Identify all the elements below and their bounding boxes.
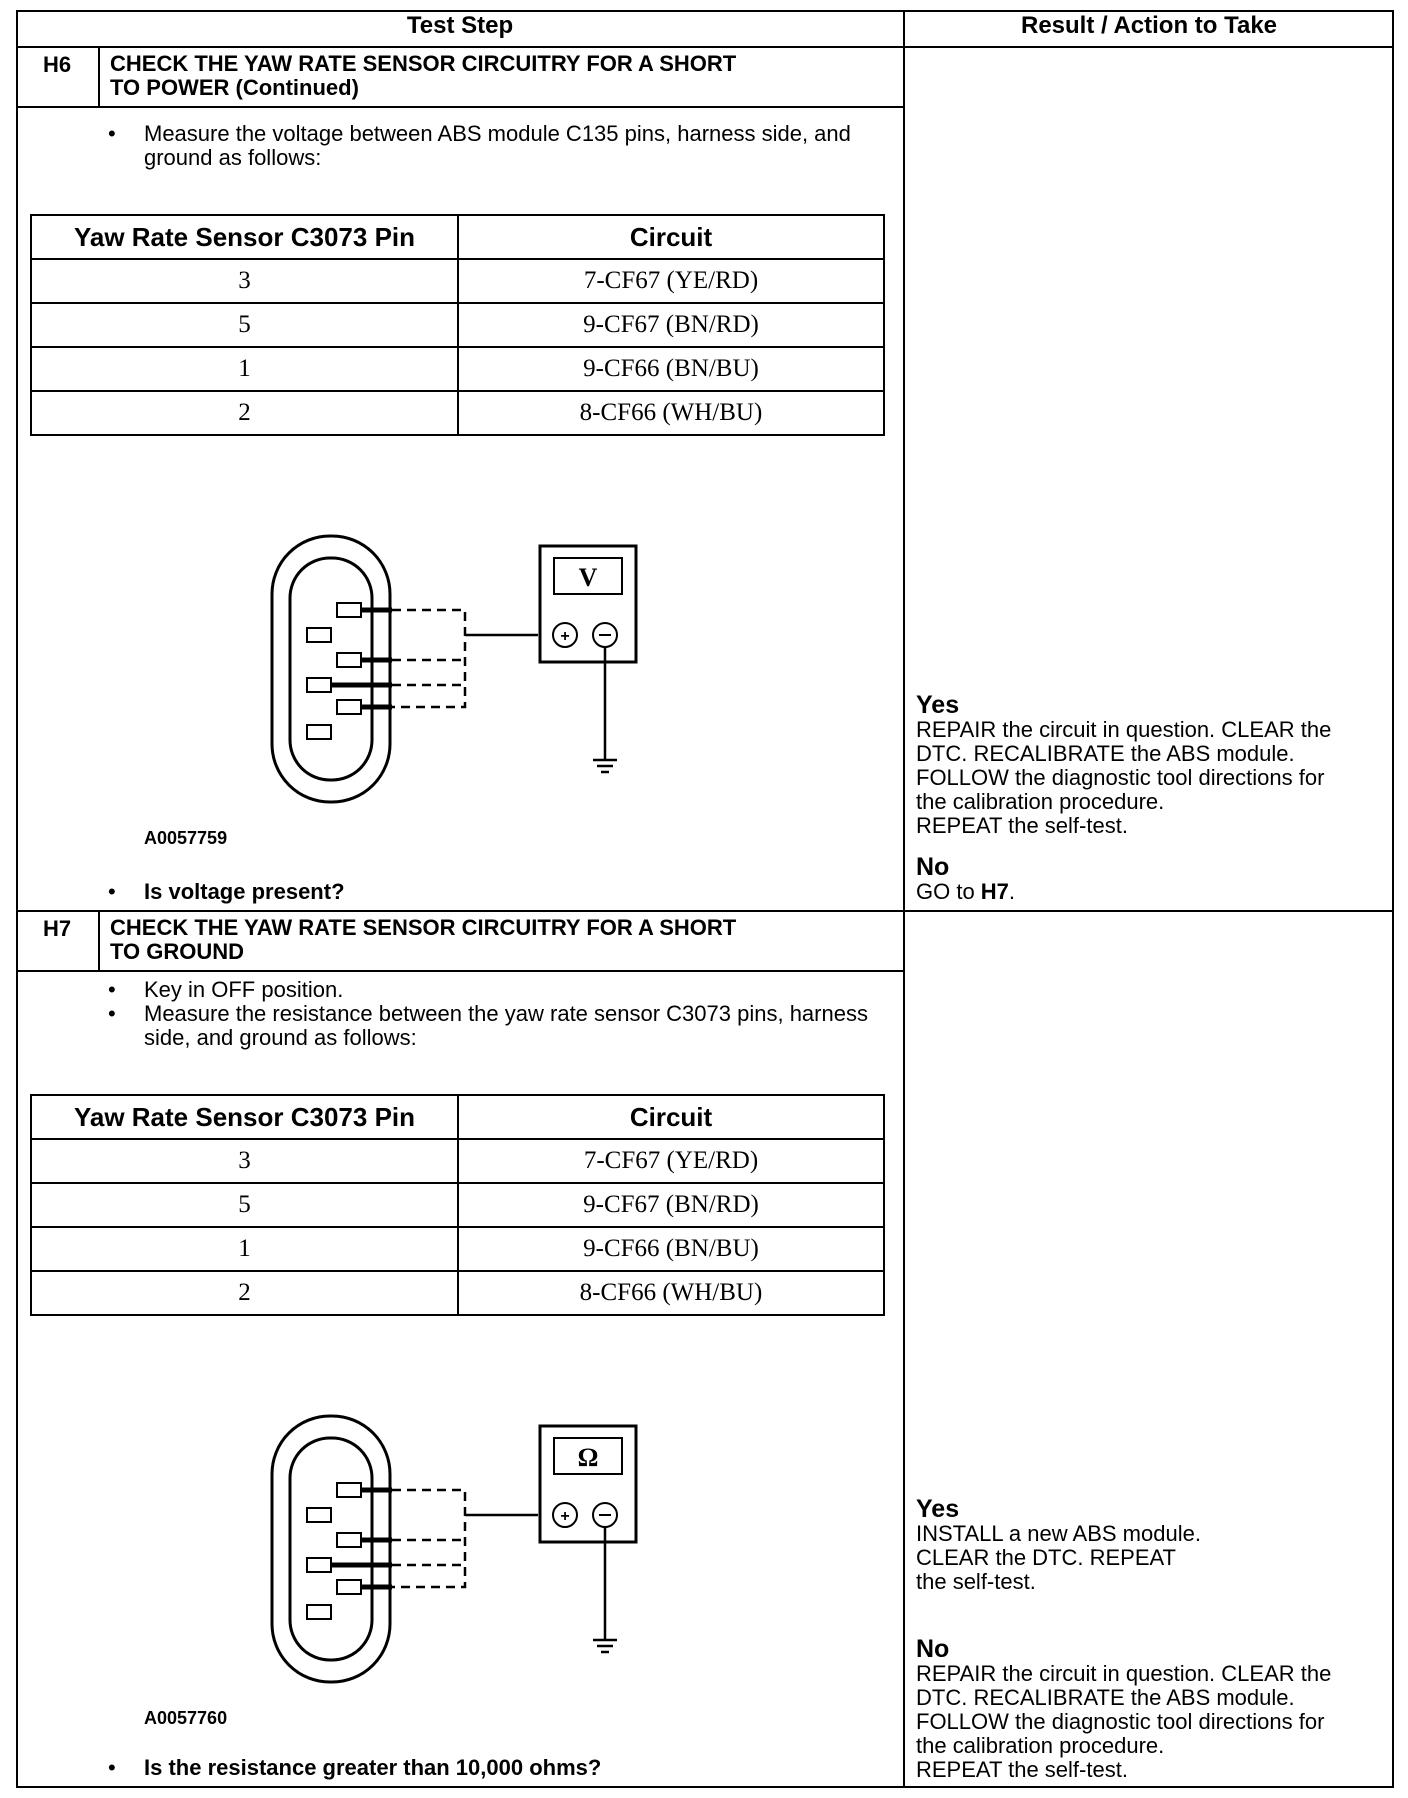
table-header-circuit: Circuit (458, 1095, 884, 1139)
table-row: 3 7-CF67 (YE/RD) (31, 259, 884, 303)
bullet-icon: • (108, 977, 116, 1002)
step-id: H6 (42, 52, 72, 77)
instruction-item: • Key in OFF position. (108, 977, 344, 1002)
step-id: H7 (42, 916, 72, 941)
bullet-icon: • (108, 1755, 116, 1780)
pin-terminals (307, 1483, 361, 1619)
h6-id-divider (98, 46, 100, 108)
dashed-leads (392, 610, 465, 707)
svg-text:Ω: Ω (577, 1443, 599, 1472)
header-divider (16, 46, 1394, 48)
pin-terminals (307, 603, 361, 739)
h7-title-divider (16, 970, 904, 972)
pin-circuit-table (30, 1094, 885, 1316)
result-yes: Yes INSTALL a new ABS module. CLEAR the DTC. REPEAT the self-test. (916, 1495, 1201, 1594)
table-header-pin: Yaw Rate Sensor C3073 Pin (31, 215, 458, 259)
table-row: 3 7-CF67 (YE/RD) (31, 1139, 884, 1183)
dashed-leads (392, 1490, 465, 1587)
ground-icon (593, 647, 617, 772)
connector-icon (272, 536, 390, 802)
result-no: No REPAIR the circuit in question. CLEAR the DTC. RECALIBRATE the ABS module. FOLLOW the diagnostic tool directions for the calibration procedure. REPEAT the self-test. (916, 1635, 1332, 1782)
step-question: • Is the resistance greater than 10,000 ohms? (108, 1755, 602, 1780)
table-row: 1 9-CF66 (BN/BU) (31, 347, 884, 391)
voltmeter-connector-diagram (260, 530, 660, 810)
step-title: CHECK THE YAW RATE SENSOR CIRCUITRY FOR A SHORT TO POWER (Continued) (110, 51, 737, 100)
svg-text:+: + (560, 628, 570, 645)
step-reference-link[interactable]: H7 (980, 879, 1009, 904)
header-test-step: Test Step (406, 12, 514, 39)
instruction-item: • Measure the resistance between the yaw rate sensor C3073 pins, harness side, and ground as follows: (108, 1001, 868, 1050)
table-row: 5 9-CF67 (BN/RD) (31, 303, 884, 347)
ohmmeter-icon (540, 1426, 636, 1542)
svg-text:V: V (578, 563, 598, 592)
step-question: • Is voltage present? (108, 879, 345, 904)
table-row: 5 9-CF67 (BN/RD) (31, 1183, 884, 1227)
h6-title-divider (16, 106, 904, 108)
step-separator (16, 910, 1394, 912)
table-header-pin: Yaw Rate Sensor C3073 Pin (31, 1095, 458, 1139)
svg-text:+: + (560, 1508, 570, 1525)
bullet-icon: • (108, 879, 116, 904)
table-header-circuit: Circuit (458, 215, 884, 259)
table-row: 2 8-CF66 (WH/BU) (31, 1271, 884, 1315)
bullet-icon: • (108, 1001, 116, 1026)
instruction-item: • Measure the voltage between ABS module C135 pins, harness side, and ground as follows: (108, 121, 851, 170)
figure-id: A0057759 (144, 828, 228, 848)
header-result-action: Result / Action to Take (1020, 12, 1278, 39)
pin-circuit-table (30, 214, 885, 436)
ohmmeter-connector-diagram (260, 1410, 660, 1690)
bullet-icon: • (108, 121, 116, 146)
result-yes: Yes REPAIR the circuit in question. CLEAR the DTC. RECALIBRATE the ABS module. FOLLOW the diagnostic tool directions for the calibration procedure. REPEAT the self-test. (916, 691, 1332, 838)
h7-id-divider (98, 910, 100, 972)
ground-icon (593, 1527, 617, 1652)
voltmeter-icon (540, 546, 636, 662)
table-row: 1 9-CF66 (BN/BU) (31, 1227, 884, 1271)
step-title: CHECK THE YAW RATE SENSOR CIRCUITRY FOR A SHORT TO GROUND (110, 915, 737, 964)
connector-icon (272, 1416, 390, 1682)
result-no: No GO to H7. (916, 853, 1016, 904)
table-row: 2 8-CF66 (WH/BU) (31, 391, 884, 435)
figure-id: A0057760 (144, 1708, 228, 1728)
